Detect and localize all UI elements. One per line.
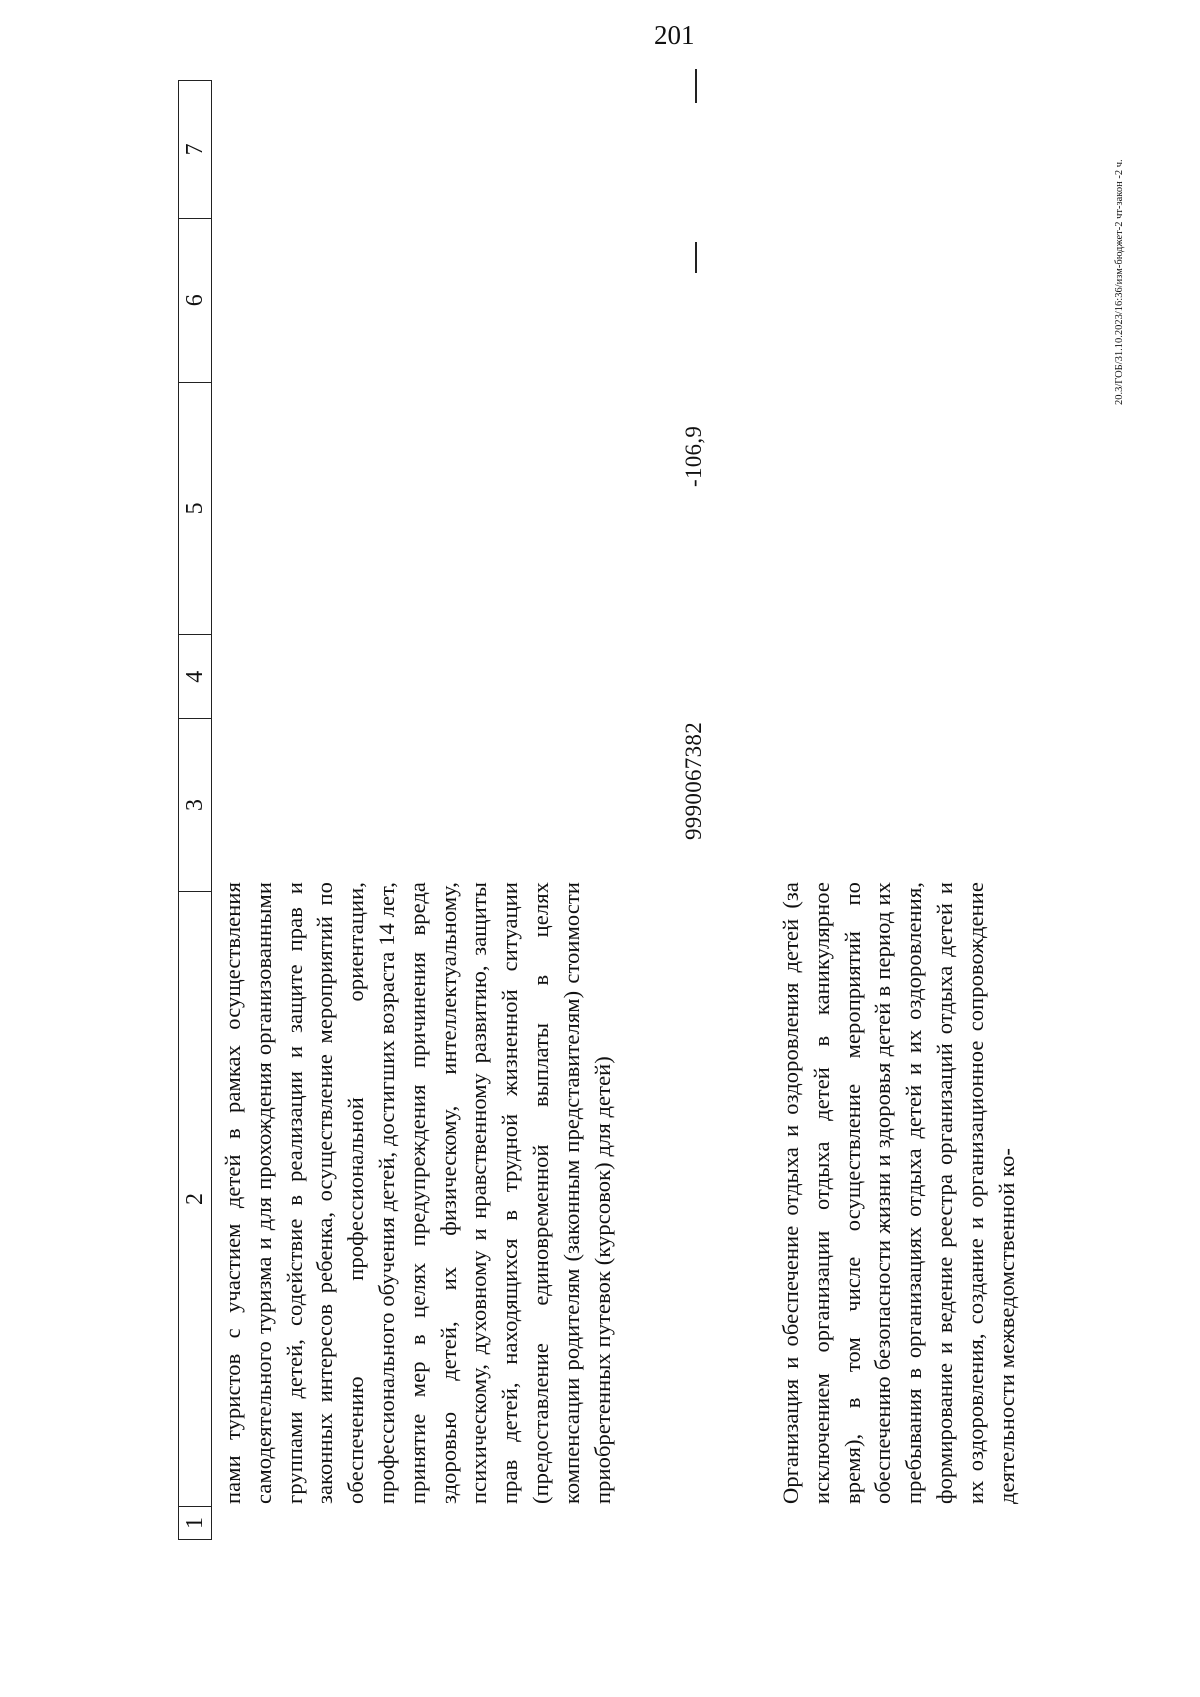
row-a-amount: -106,9 xyxy=(681,425,706,487)
footer-code-text: 20.3/ГОБ/31.10.2023/16:36/изм-бюджет-2 чт-закон -2 ч. xyxy=(1114,159,1125,405)
header-col-1: 1 xyxy=(181,1517,208,1530)
row-a-col6-dash xyxy=(695,242,697,273)
footer-document-code xyxy=(1114,75,1134,405)
header-col-7: 7 xyxy=(179,81,211,219)
page-number: 201 xyxy=(654,20,695,50)
row-a-col7-dash xyxy=(695,69,697,103)
row-b-description: Организация и обеспечение отдыха и оздоровления детей (за исключением организации отдыха детей в каникулярное время), в том числе осуществление мероприятий по обеспечению безопасности жизни и здоровья детей в период их пребывания в организациях отдыха детей и их оздоровления, формирование и ведение реестра организаций отдыха детей и их оздоровления, создание и организационное сопровождение деятельности межведомственной ко- xyxy=(778,882,1019,1504)
row-a-budget-code: 9990067382 xyxy=(681,722,706,840)
table-header-row xyxy=(178,80,212,1540)
header-col-5: 5 xyxy=(179,383,211,636)
header-col-4: 4 xyxy=(179,635,211,719)
header-col-3: 3 xyxy=(179,719,211,892)
header-col-6: 6 xyxy=(179,219,211,383)
rotated-budget-table xyxy=(178,80,1078,1540)
row-a-description: пами туристов с участием детей в рамках осуществления самодеятельного туризма и для прохождения организованными группами детей, содействие в реализации и защите прав и законных интересов ребенка, осуществление мероприятий по обеспечению профессиональной ориентации, профессионального обучения детей, достигших возраста 14 лет, принятие мер в целях предупреждения причинения вреда здоровью детей, их физическому, интеллектуальному, психическому, духовному и нравственному развитию, защиты прав детей, находящихся в трудной жизненной ситуации (предоставление единовременной выплаты в целях компенсации родителям (законным представителям) стоимости приобретенных путевок (курсовок) для детей) xyxy=(220,882,615,1504)
header-col-2: 2 xyxy=(179,892,211,1507)
